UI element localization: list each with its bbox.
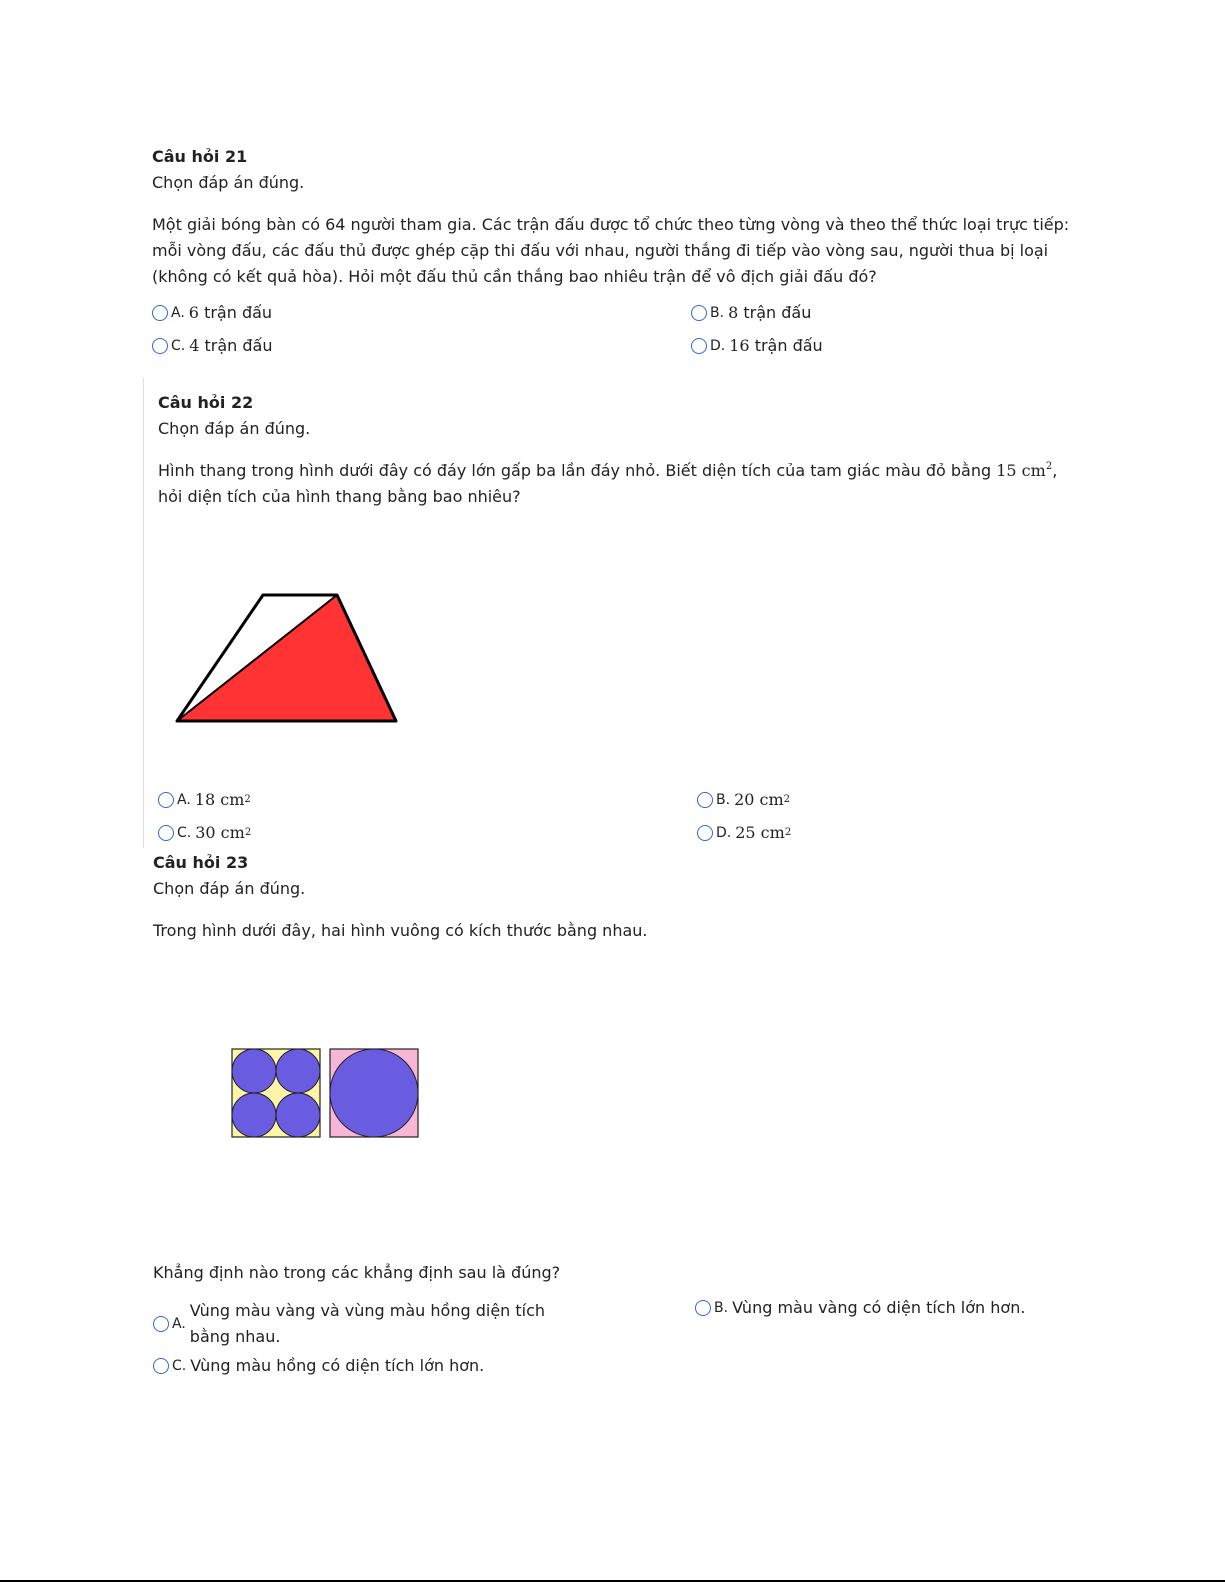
- option-label: trận đấu: [743, 303, 812, 322]
- trapezoid-figure: [170, 588, 405, 728]
- option-label: Vùng màu vàng có diện tích lớn hơn.: [732, 1298, 1026, 1317]
- question-instruction: Chọn đáp án đúng.: [158, 419, 311, 438]
- radio-button[interactable]: [691, 338, 707, 354]
- option-value: 20 cm: [734, 790, 784, 809]
- small-circle: [232, 1049, 276, 1093]
- option-letter: B.: [714, 1299, 729, 1316]
- option-letter: B.: [710, 304, 725, 321]
- radio-button[interactable]: [158, 825, 174, 841]
- question-text: Một giải bóng bàn có 64 người tham gia. Các trận đấu được tổ chức theo từng vòng và theo thể thức loại trực tiếp: mỗi vòng đấu, các đấu thủ được ghép cặp thi đấu với nhau, người thắng đi tiếp vào vòng sau, người thua bị loại (không có kết quả hòa). Hỏi một đấu thủ cần thắng bao nhiêu trận để vô địch giải đấu đó?: [152, 215, 1070, 286]
- question-22: [158, 392, 1058, 510]
- small-circle: [232, 1093, 276, 1137]
- option-c[interactable]: C. 30 cm 2: [158, 823, 251, 842]
- question-21: [152, 146, 1072, 290]
- option-d[interactable]: D. 25 cm 2: [697, 823, 791, 842]
- option-label: Vùng màu hồng có diện tích lớn hơn.: [190, 1356, 485, 1375]
- area-value: 15 cm: [996, 461, 1046, 480]
- option-letter: D.: [716, 824, 732, 841]
- option-b[interactable]: [691, 303, 811, 322]
- radio-button[interactable]: [153, 1358, 169, 1374]
- option-letter: B.: [716, 791, 731, 808]
- radio-button[interactable]: [158, 792, 174, 808]
- option-b[interactable]: [695, 1298, 1025, 1317]
- question-text: Trong hình dưới đây, hai hình vuông có kích thước bằng nhau.: [153, 921, 648, 940]
- text-part: Hình thang trong hình dưới đây có đáy lớn gấp ba lần đáy nhỏ. Biết diện tích của tam giác màu đỏ bằng: [158, 461, 997, 480]
- option-b[interactable]: B. 20 cm 2: [697, 790, 790, 809]
- option-letter: A.: [177, 791, 191, 808]
- radio-button[interactable]: [152, 338, 168, 354]
- text-part: , hỏi diện tích của hình thang bằng bao nhiêu?: [158, 461, 1058, 506]
- radio-button[interactable]: [691, 305, 707, 321]
- option-label: trận đấu: [204, 336, 273, 355]
- radio-button[interactable]: [697, 792, 713, 808]
- small-circle: [276, 1093, 320, 1137]
- question-23: [153, 852, 1073, 944]
- large-circle: [330, 1049, 418, 1137]
- option-a[interactable]: A. 18 cm 2: [158, 790, 251, 809]
- option-value: 6: [188, 303, 199, 322]
- radio-button[interactable]: [153, 1316, 169, 1332]
- option-a[interactable]: [152, 303, 272, 322]
- radio-button[interactable]: [695, 1300, 711, 1316]
- option-letter: C.: [172, 1357, 187, 1374]
- radio-button[interactable]: [697, 825, 713, 841]
- option-label: Vùng màu vàng và vùng màu hồng diện tích bằng nhau.: [189, 1301, 546, 1346]
- option-d[interactable]: [691, 336, 823, 355]
- exponent: 2: [1045, 461, 1053, 472]
- question-title: Câu hỏi 23: [153, 853, 249, 872]
- question-text: [158, 458, 1058, 510]
- option-letter: D.: [710, 337, 726, 354]
- option-c[interactable]: [153, 1356, 484, 1375]
- option-value: 16: [729, 336, 750, 355]
- question-instruction: Chọn đáp án đúng.: [152, 173, 305, 192]
- option-c[interactable]: [152, 336, 273, 355]
- option-letter: C.: [177, 824, 192, 841]
- radio-button[interactable]: [152, 305, 168, 321]
- question-title: Câu hỏi 21: [152, 147, 248, 166]
- bottom-rule: [0, 1580, 1225, 1582]
- option-label: trận đấu: [754, 336, 823, 355]
- question-instruction: Chọn đáp án đúng.: [153, 879, 306, 898]
- question-divider: [143, 378, 144, 848]
- option-label: trận đấu: [204, 303, 273, 322]
- small-circle: [276, 1049, 320, 1093]
- question-title: Câu hỏi 22: [158, 393, 254, 412]
- option-value: 18 cm: [194, 790, 245, 809]
- option-letter: A.: [171, 304, 185, 321]
- question-prompt: Khẳng định nào trong các khẳng định sau là đúng?: [153, 1263, 561, 1282]
- squares-figure: [230, 1047, 422, 1141]
- option-letter: A.: [172, 1316, 186, 1332]
- option-value: 30 cm: [195, 823, 245, 842]
- option-letter: C.: [171, 337, 186, 354]
- option-value: 8: [728, 303, 739, 322]
- option-value: 4: [189, 336, 200, 355]
- option-a[interactable]: [153, 1298, 550, 1350]
- option-value: 25 cm: [735, 823, 785, 842]
- red-triangle: [177, 595, 396, 721]
